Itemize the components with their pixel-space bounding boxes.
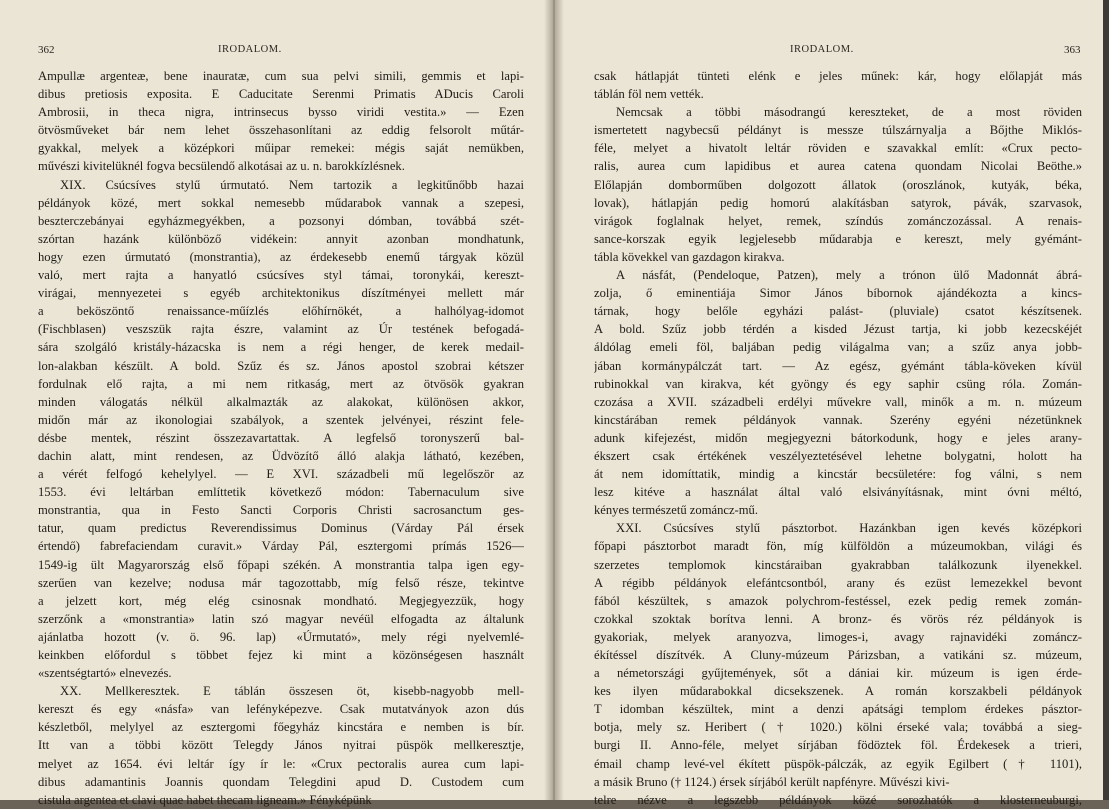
text-line: midőn már az ikonologiai szabályok, a szentek jelvényei, részint fele- xyxy=(38,412,524,427)
text-line: ralis, aurea cum lapidibus et aurea catena quondam Nicolai Beöthe.» xyxy=(594,159,1082,174)
text-line: kereszt és egy «násfa» van lefényképezve. Csak mutatványok azon dús xyxy=(38,702,524,717)
text-line: féle, melyet a hivatolt leltár röviden e szavakkal említ: «Crux pecto- xyxy=(594,141,1082,156)
text-line: virágok foglalnak helyet, remek, színdús zománczozással. A renais- xyxy=(594,213,1082,228)
text-line: kes ilyen műdarabokkal dicsekszenek. A román korszakbeli példányok xyxy=(594,684,1082,699)
text-line: táblán föl nem vették. xyxy=(594,87,704,102)
text-line: ismertetett nagybecsű példányt is messze túlszárnyalja a Bőjthe Miklós- xyxy=(594,123,1082,138)
text-line: dachin alatt, mint rendesen, az Üdvözítő álló alakja látható, kezében, xyxy=(38,448,524,463)
text-line: ékítéssel díszítvék. A Cluny-múzeum Párizsban, a vatikáni sz. múzeum, xyxy=(594,648,1082,662)
text-line: példányok közé, mert sokkal nemesebb műdarabok vannak a szepesi, xyxy=(38,195,524,210)
text-line: lon-alakban készült. A bold. Szűz és sz. János apostol szobrai kétszer xyxy=(38,358,524,373)
text-line: gyakkal, melyek a középkori műipar remekei: mégis saját nemükben, xyxy=(38,141,524,156)
text-line: készletből, melylyel az esztergomi főegyház kincstára e nemben is bír. xyxy=(38,720,524,735)
text-line: sára szolgáló kristály-házacska is nem a régi henger, de kerek medail- xyxy=(38,340,524,355)
text-line: virágai, mennyezetei s egyéb architektonikus díszítményei mellett már xyxy=(38,286,524,301)
page-edge xyxy=(1103,0,1109,800)
text-line: tatur, quam predictus Reverendissimus Dominus (Várday Pál érsek xyxy=(38,521,524,536)
text-line: monstrantia, qua in Festo Sancti Corporis Christi sacrosanctum ges- xyxy=(38,503,524,518)
page-number-left: 362 xyxy=(38,44,55,56)
text-line: Nemcsak a többi másodrangú kereszteket, de a most röviden xyxy=(616,105,1082,120)
text-line: Ampullæ argenteæ, bene inauratæ, cum sua pelvi simili, gemmis et lapi- xyxy=(38,69,524,83)
book-gutter xyxy=(544,0,564,800)
text-line: minden válogatás nélkül alkalmazták az alakokat, különösen akkor, xyxy=(38,394,524,409)
text-line: tárnak, hogy belőle egyházi palást- (pluviale) csatot készítsenek. xyxy=(594,304,1082,319)
text-line: a németországi gyűjtemények, sőt a dániai kir. múzeum is igen érde- xyxy=(594,666,1082,681)
text-line: sance-korszak egyik legjelesebb műdarabja e kereszt, mely gyémánt- xyxy=(594,231,1082,246)
text-line: ötvösműveket bár nem lehet összehasonlítani az eddig felsorolt műtár- xyxy=(38,123,524,138)
text-line: kényes természetű zománcz-mű. xyxy=(594,503,758,518)
text-line: melyet az 1654. évi leltár így ír le: «Crux pectoralis aurea cum lapi- xyxy=(38,756,524,771)
text-line: Ambrosii, in theca nigra, intrinsecus bysso viridi vestita.» — Ezen xyxy=(38,105,524,120)
text-line: A násfát, (Pendeloque, Patzen), mely a trónon ülő Madonnát ábrá- xyxy=(616,268,1082,283)
text-line: czokkal szoktak borítva lenni. A bronz- és vörös réz példányok is xyxy=(594,611,1082,626)
text-line: Előlapján domborműben dolgozott állatok (oroszlánok, kutyák, béka, xyxy=(594,177,1082,192)
text-line: keinkben előfordul s többet fejez ki mint a közönségesen használt xyxy=(38,648,524,662)
text-line: szerzetes templomok kincstáraiban gyakrabban találkozunk ilyenekkel. xyxy=(594,557,1082,572)
text-line: adunk kifejezést, midőn megjegyezni bátorkodunk, hogy e jeles arany- xyxy=(594,430,1082,445)
text-line: ajánlatba hozott (v. ö. 96. lap) «Úrmutató», mely régi nyelvemlé- xyxy=(38,629,524,644)
text-line: cistula argentea et clavi quae habet thecam ligneam.» Fényképünk xyxy=(38,792,372,807)
text-line: tábla kövekkel van gazdagon kirakva. xyxy=(594,249,785,264)
text-line: a vérét felfogó kehelylyel. — E XVI. századbeli mű legelőször az xyxy=(38,467,524,482)
text-line: a jelzett kort, még elég csinosnak mondható. Megjegyezzük, hogy xyxy=(38,593,524,608)
text-line: telre nézve a legszebb példányok közé sorozhatók a klosterneuburgi, xyxy=(594,792,1082,807)
right-page xyxy=(554,0,1109,807)
text-line: a beköszöntő renaissance-műízlés előhírnökét, a halhólyag-idomot xyxy=(38,304,524,319)
running-head-left: IRODALOM. xyxy=(218,44,282,55)
text-line: 1549-ig ült Magyarország első főpapi székén. A monstrantia talpa igen egy- xyxy=(38,557,524,572)
text-line: jában kormánypálczát tart. — Az egész, gyémánt tábla-köveken kívül xyxy=(594,358,1082,373)
right-page-text xyxy=(594,67,1082,809)
text-line: szórtan hazánk különböző vidékein: annyit azonban mondhatunk, xyxy=(38,231,524,246)
text-line: szerűen van kezelve; nodusa már tagozottabb, míg felső része, tekintve xyxy=(38,575,524,590)
left-page-text xyxy=(38,67,524,809)
text-line: áldólag emeli föl, baljában pedig világalma van; a szűz anya jobb- xyxy=(594,340,1082,355)
text-line: A bold. Szűz jobb térdén a kisded Jézust tartja, ki jobb kezecskéjét xyxy=(594,322,1082,337)
text-line: (Fischblasen) veszszük rajta észre, valamint az Úr testének befogadá- xyxy=(38,322,524,337)
text-line: a másik Bruno († 1124.) érsek sírjából került napfényre. Művészi kivi- xyxy=(594,774,950,789)
text-line: való, mert rajta a hanyatló csúcsíves styl támai, toronykái, kereszt- xyxy=(38,268,524,283)
text-line: lovak), hátlapján pedig homorú alakításban satyrok, pávák, szarvasok, xyxy=(594,195,1082,210)
text-line: művészi kivitelüknél fogva becsülendő alkotásai az u. n. barokkízlésnek. xyxy=(38,159,405,174)
page-number-right: 363 xyxy=(1064,44,1081,56)
text-line: főpapi pásztorbot maradt fön, míg külföldön a múzeumokban, világi és xyxy=(594,539,1082,554)
text-line: hogy ezen úrmutató (monstrantia), az érdekesebb enemű tárgyak közül xyxy=(38,249,524,264)
text-line: XXI. Csúcsíves stylű pásztorbot. Hazánkban igen kevés középkori xyxy=(616,521,1082,536)
text-line: A régibb példányok elefántcsontból, arany és ezüst lemezekkel bevont xyxy=(594,575,1082,590)
text-line: XX. Mellkeresztek. E táblán összesen öt, kisebb-nagyobb mell- xyxy=(60,684,524,699)
text-line: csak hátlapját tünteti elénk e jeles műnek: kár, hogy előlapját más xyxy=(594,69,1082,83)
text-line: XIX. Csúcsíves stylű úrmutató. Nem tartozik a legkitűnőbb hazai xyxy=(60,177,524,192)
text-line: Itt van a többi között Telegdy János nyitrai püspök mellkeresztje, xyxy=(38,738,524,753)
text-line: lesz kitéve a használat által való elsiványításnak, mint óvni méltó, xyxy=(594,485,1082,500)
left-page xyxy=(0,0,552,807)
text-line: désbe mentek, részint összezavartattak. A legfelső toronyszerű bal- xyxy=(38,430,524,445)
text-line: botja, mely sz. Heribert († 1020.) kölni érseké vala; továbbá a sieg- xyxy=(594,720,1082,735)
text-line: zolja, ő eminentiája Simor János bíbornok ajándékozta a kincs- xyxy=(594,286,1082,301)
text-line: «szentségtartó» elnevezés. xyxy=(38,666,172,681)
text-line: gyakoriak, melyek aranyozva, limoges-i, avagy rajnavidéki zománcz- xyxy=(594,629,1082,644)
text-line: 1553. évi leltárban említtetik következő módon: Tabernaculum sive xyxy=(38,485,524,500)
text-line: dibus pretiosis exposita. E Caducitate Serenmi Primatis ADucis Caroli xyxy=(38,87,524,102)
text-line: dibus adamantinis Joannis quondam Telegdini apud D. Custodem cum xyxy=(38,774,524,789)
text-line: kincstárában remek példányok vannak. Szerény egyéni nézetünknek xyxy=(594,412,1082,427)
text-line: át nem idomíttatik, mindig a kincstár becsületére: fog válni, s nem xyxy=(594,467,1082,482)
text-line: burgi II. Anno-féle, melyet sírjában födöztek föl. Érdekesek a trieri, xyxy=(594,738,1082,753)
text-line: értendő) fabrefaciendam curavit.» Várday Pál, esztergomi prímás 1526— xyxy=(38,539,524,554)
running-head-right: IRODALOM. xyxy=(790,44,854,55)
text-line: fából készültek, s amazok polychrom-festéssel, ezek pedig remek zomán- xyxy=(594,593,1082,608)
text-line: émail champ levé-vel ékített püspök-pálczák, az egyik Egilbert († 1101), xyxy=(594,756,1082,771)
text-line: czozása a XVII. századbeli erdélyi művekre vall, minők a m. n. múzeum xyxy=(594,394,1082,409)
text-line: fordulnak elő rajta, a mi nem ritkaság, mert az ötvösök gyakran xyxy=(38,376,524,391)
text-line: rubinokkal van kirakva, két gyöngy és egy saphir csüng róla. Zomán- xyxy=(594,376,1082,391)
text-line: szerzőnk a «monstrantia» latin szó magyar nevéül elfogadta az általunk xyxy=(38,611,524,626)
text-line: ékszert csak értékének veszélyeztetésével lehetne bolygatni, holott ha xyxy=(594,448,1082,463)
text-line: T idomban készültek, mint a denzi apátsági templom érdekes pásztor- xyxy=(594,702,1082,717)
text-line: beszterczebányai egyházmegyékben, a pozsonyi dómban, továbbá szét- xyxy=(38,213,524,228)
